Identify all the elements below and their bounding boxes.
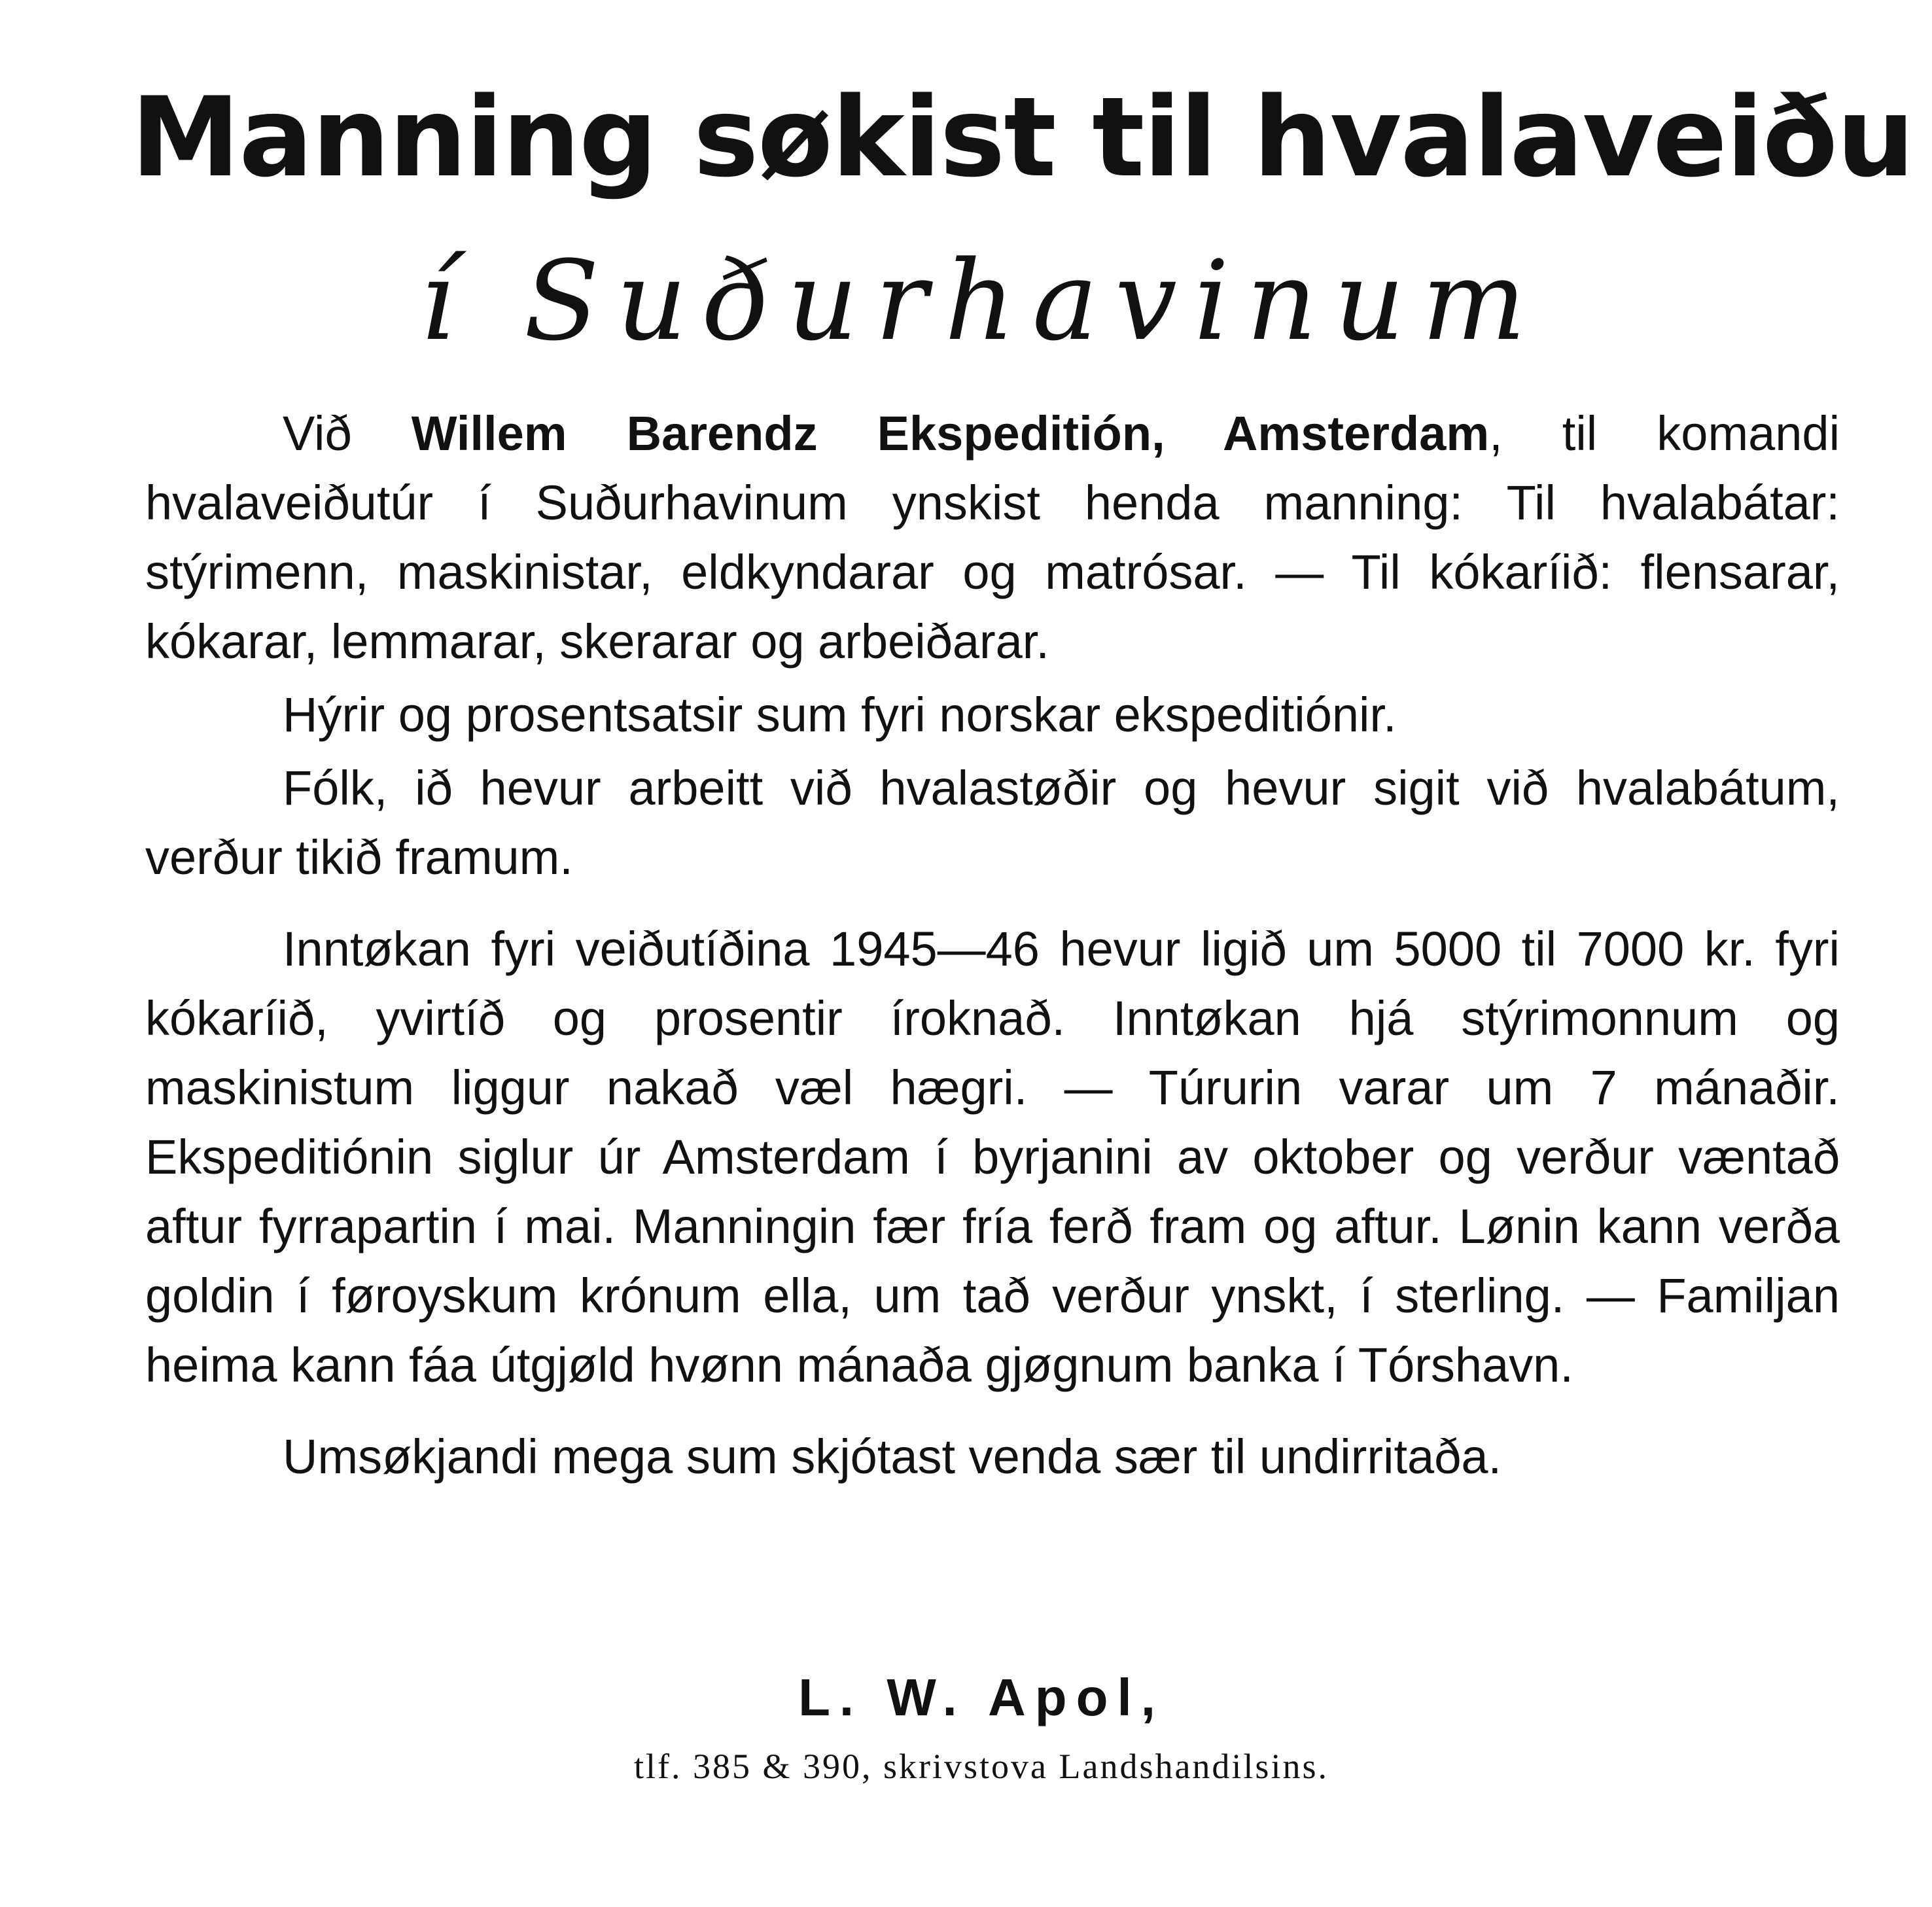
subheadline: í Suðurhavinum xyxy=(419,237,1543,365)
paragraph-intro: Við xyxy=(283,406,412,461)
paragraph-wages: Hýrir og prosentsatsir sum fyri norskar ekspeditiónir. xyxy=(283,688,1397,742)
signature-name: L. W. Apol, xyxy=(798,1668,1165,1726)
headline: Manning søkist til hvalaveiðu xyxy=(131,73,1914,201)
paragraph-crew-wanted xyxy=(145,399,1840,676)
company-name: Willem Barendz Ekspeditión, Amsterdam xyxy=(411,406,1490,461)
paragraph-earnings: Inntøkan fyri veiðutíðina 1945—46 hevur ligið um 5000 til 7000 kr. fyri kókaríið, yvirtíð og prosentir íroknað. Inntøkan hjá stýrimonnum og maskinistum liggur nakað væl hægri. — Túrurin varar um 7 mánaðir. Ekspeditiónin siglur úr Amsterdam í byrjanini av oktober og verður væntað aftur fyrrapartin í mai. Manningin fær fría ferð fram og aftur. Lønin kann verða goldin í føroyskum krónum ella, um tað verður ynskt, í sterling. — Familjan heima kann fáa útgjøld hvønn mánaða gjøgnum banka í Tórshavn. xyxy=(145,922,1840,1392)
paragraph-experience: Fólk, ið hevur arbeitt við hvalastøðir og hevur sigit við hvalabátum, verður tikið framum. xyxy=(145,761,1840,884)
paragraph-apply: Umsøkjandi mega sum skjótast venda sær til undirritaða. xyxy=(283,1429,1502,1484)
signature-contact: tlf. 385 & 390, skrivstova Landshandilsins. xyxy=(634,1747,1329,1786)
paragraph-positions: , til komandi hvalaveiðutúr í Suðurhavinum ynskist henda manning: Til hvalabátar: stýrimenn, maskinistar, eldkyndarar og matrósar. — Til kókaríið: flensarar, kókarar, lemmarar, skerarar og arbeiðarar. xyxy=(145,406,1840,669)
advertisement-body xyxy=(145,399,1840,1492)
